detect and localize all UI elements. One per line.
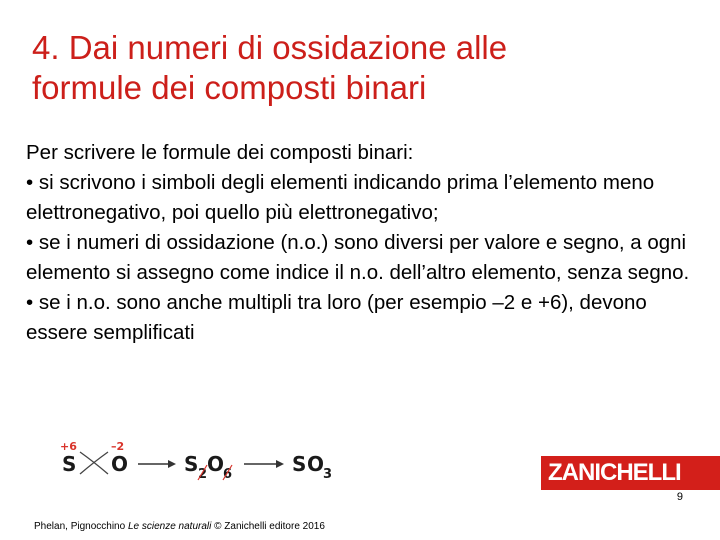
footer-publisher: © Zanichelli editore 2016	[211, 521, 325, 532]
slide-body	[26, 138, 696, 348]
bullet-3: • se i n.o. sono anche multipli tra loro (per esempio –2 e +6), devono essere semplificati	[26, 291, 647, 344]
step1-element-sulfur: S	[184, 452, 199, 476]
bullet-2: • se i numeri di ossidazione (n.o.) sono diversi per valore e segno, a ogni elemento si assegno come indice il n.o. dell’altro elemento, senza segno.	[26, 231, 690, 284]
element-sulfur: S	[62, 452, 77, 476]
footer-book-title: Le scienze naturali	[127, 521, 212, 532]
result-element-oxygen: O	[307, 452, 325, 476]
formula-diagram	[58, 440, 358, 485]
footer-authors: Phelan, Pignocchino	[34, 521, 128, 532]
arrow-right-icon	[244, 460, 284, 468]
footer-credit	[34, 521, 325, 532]
intro-text: Per scrivere le formule dei composti binari:	[26, 141, 414, 164]
step1-subscript-sulfur: 2	[198, 467, 208, 482]
title-line-1: 4. Dai numeri di ossidazione alle	[32, 29, 508, 66]
step1-subscript-oxygen: 6	[223, 467, 233, 482]
slide-title	[32, 28, 692, 108]
bullet-1: • si scrivono i simboli degli elementi indicando prima l’elemento meno elettronegativo, poi quello più elettronegativo;	[26, 171, 655, 224]
result-subscript-oxygen: 3	[323, 467, 333, 482]
ox-number-sulfur: +6	[60, 440, 77, 453]
ox-number-oxygen: –2	[111, 440, 125, 453]
element-oxygen: O	[111, 452, 129, 476]
cross-lines-icon	[80, 452, 108, 474]
result-element-sulfur: S	[292, 452, 307, 476]
title-line-2: formule dei composti binari	[32, 69, 427, 106]
step1-element-oxygen: O	[207, 452, 225, 476]
page-number: 9	[676, 491, 683, 503]
zanichelli-logo: ZANICHELLI	[541, 456, 720, 490]
arrow-right-icon	[138, 460, 176, 468]
